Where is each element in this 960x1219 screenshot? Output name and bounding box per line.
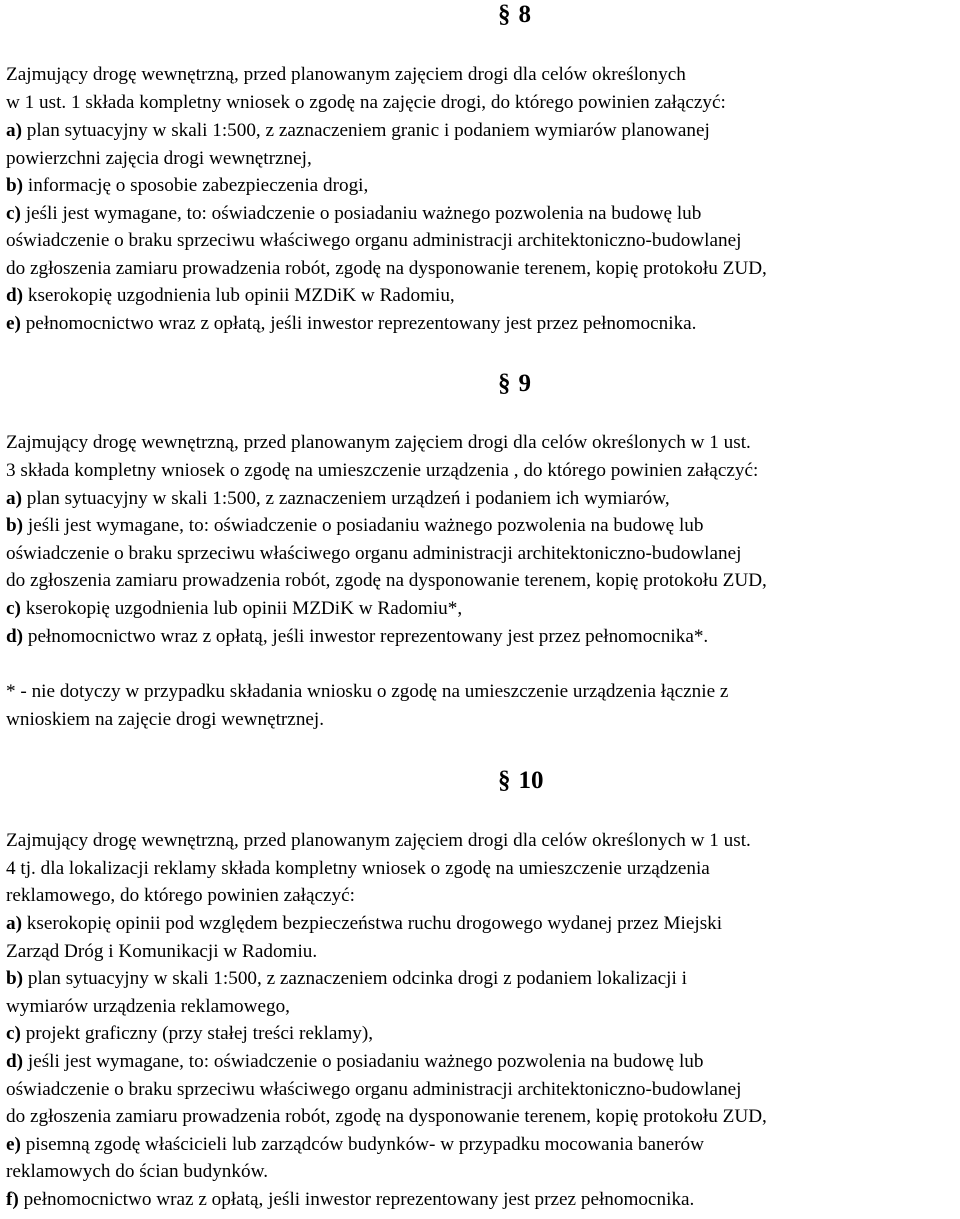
- list-label: c): [6, 598, 21, 619]
- paragraph-line: [6, 544, 741, 563]
- line-text: informację o sposobie zabezpieczenia drogi,: [23, 175, 369, 196]
- paragraph-line: [6, 93, 726, 112]
- line-text: plan sytuacyjny w skali 1:500, z zaznaczeniem odcinka drogi z podaniem lokalizacji i: [23, 968, 687, 989]
- list-item-line: [6, 969, 687, 988]
- paragraph-line: [6, 1107, 767, 1126]
- line-text: oświadczenie o braku sprzeciwu właściwego organu administracji architektoniczno-budowlanej: [6, 1079, 742, 1100]
- line-text: 4 tj. dla lokalizacji reklamy składa kompletny wniosek o zgodę na umieszczenie urządzenia: [6, 858, 710, 879]
- list-label: d): [6, 626, 24, 647]
- section-number: 9: [518, 370, 531, 397]
- list-item-line: [6, 599, 462, 618]
- list-label: b): [6, 515, 24, 536]
- line-text: do zgłoszenia zamiaru prowadzenia robót, zgodę na dysponowanie terenem, kopię protokołu ZUD,: [6, 1106, 767, 1127]
- list-item-line: [6, 314, 696, 333]
- paragraph-line: [6, 942, 317, 961]
- section-sign: §: [498, 370, 511, 397]
- section-heading: [498, 371, 531, 396]
- paragraph-line: [6, 997, 290, 1016]
- paragraph-line: [6, 1080, 741, 1099]
- line-text: jeśli jest wymagane, to: oświadczenie o posiadaniu ważnego pozwolenia na budowę lub: [20, 203, 702, 224]
- list-label: d): [6, 1051, 24, 1072]
- line-text: reklamowych do ścian budynków.: [6, 1161, 268, 1182]
- line-text: pełnomocnictwo wraz z opłatą, jeśli inwestor reprezentowany jest przez pełnomocnika*.: [23, 626, 709, 647]
- line-text: powierzchni zajęcia drogi wewnętrznej,: [6, 148, 312, 169]
- line-text: wnioskiem na zajęcie drogi wewnętrznej.: [6, 709, 325, 730]
- list-item-line: [6, 914, 722, 933]
- list-label: a): [6, 120, 22, 141]
- section-sign: §: [498, 1, 511, 28]
- section-number: 8: [518, 1, 531, 28]
- paragraph-line: [6, 1162, 268, 1181]
- line-text: * - nie dotyczy w przypadku składania wniosku o zgodę na umieszczenie urządzenia łącznie z: [6, 681, 729, 702]
- paragraph-line: [6, 231, 741, 250]
- line-text: kserokopię uzgodnienia lub opinii MZDiK w Radomiu*,: [20, 598, 463, 619]
- list-label: e): [6, 1134, 21, 1155]
- line-text: Zajmujący drogę wewnętrzną, przed planowanym zajęciem drogi dla celów określonych w 1 ust.: [6, 432, 751, 453]
- line-text: pisemną zgodę właścicieli lub zarządców budynków- w przypadku mocowania banerów: [20, 1134, 704, 1155]
- list-label: c): [6, 1023, 21, 1044]
- line-text: kserokopię uzgodnienia lub opinii MZDiK w Radomiu,: [23, 285, 455, 306]
- list-label: c): [6, 203, 21, 224]
- list-item-line: [6, 1135, 704, 1154]
- list-label: b): [6, 175, 24, 196]
- list-item-line: [6, 176, 368, 195]
- line-text: Zajmujący drogę wewnętrzną, przed planowanym zajęciem drogi dla celów określonych: [6, 64, 686, 85]
- section-heading: [498, 2, 531, 27]
- line-text: wymiarów urządzenia reklamowego,: [6, 996, 290, 1017]
- line-text: plan sytuacyjny w skali 1:500, z zaznaczeniem granic i podaniem wymiarów planowanej: [21, 120, 710, 141]
- section-number: 10: [518, 767, 544, 794]
- line-text: plan sytuacyjny w skali 1:500, z zaznaczeniem urządzeń i podaniem ich wymiarów,: [21, 488, 670, 509]
- list-item-line: [6, 516, 704, 535]
- list-item-line: [6, 1190, 694, 1209]
- list-label: a): [6, 913, 22, 934]
- paragraph-line: [6, 571, 767, 590]
- line-text: do zgłoszenia zamiaru prowadzenia robót, zgodę na dysponowanie terenem, kopię protokołu ZUD,: [6, 258, 767, 279]
- line-text: jeśli jest wymagane, to: oświadczenie o posiadaniu ważnego pozwolenia na budowę lub: [23, 1051, 704, 1072]
- list-label: e): [6, 313, 21, 334]
- line-text: pełnomocnictwo wraz z opłatą, jeśli inwestor reprezentowany jest przez pełnomocnika.: [18, 1189, 695, 1210]
- footnote-line: [6, 682, 728, 701]
- list-item-line: [6, 1052, 704, 1071]
- line-text: projekt graficzny (przy stałej treści reklamy),: [20, 1023, 374, 1044]
- line-text: 3 składa kompletny wniosek o zgodę na umieszczenie urządzenia , do którego powinien załączyć:: [6, 460, 759, 481]
- line-text: w 1 ust. 1 składa kompletny wniosek o zgodę na zajęcie drogi, do którego powinien załączyć:: [6, 92, 726, 113]
- list-label: d): [6, 285, 24, 306]
- list-item-line: [6, 1024, 373, 1043]
- list-item-line: [6, 489, 670, 508]
- paragraph-line: [6, 433, 751, 452]
- list-label: f): [6, 1189, 19, 1210]
- line-text: kserokopię opinii pod względem bezpieczeństwa ruchu drogowego wydanej przez Miejski: [21, 913, 723, 934]
- line-text: pełnomocnictwo wraz z opłatą, jeśli inwestor reprezentowany jest przez pełnomocnika.: [20, 313, 697, 334]
- list-item-line: [6, 627, 708, 646]
- paragraph-line: [6, 886, 355, 905]
- section-sign: §: [498, 767, 511, 794]
- list-label: b): [6, 968, 24, 989]
- section-heading: [498, 768, 544, 793]
- footnote-line: [6, 710, 324, 729]
- line-text: jeśli jest wymagane, to: oświadczenie o posiadaniu ważnego pozwolenia na budowę lub: [23, 515, 704, 536]
- list-item-line: [6, 286, 455, 305]
- paragraph-line: [6, 259, 767, 278]
- list-item-line: [6, 121, 710, 140]
- line-text: oświadczenie o braku sprzeciwu właściwego organu administracji architektoniczno-budowlanej: [6, 543, 742, 564]
- paragraph-line: [6, 859, 710, 878]
- line-text: Zajmujący drogę wewnętrzną, przed planowanym zajęciem drogi dla celów określonych w 1 ust.: [6, 830, 751, 851]
- list-item-line: [6, 204, 701, 223]
- line-text: Zarząd Dróg i Komunikacji w Radomiu.: [6, 941, 318, 962]
- paragraph-line: [6, 831, 751, 850]
- paragraph-line: [6, 149, 312, 168]
- line-text: reklamowego, do którego powinien załączyć:: [6, 885, 355, 906]
- line-text: do zgłoszenia zamiaru prowadzenia robót, zgodę na dysponowanie terenem, kopię protokołu ZUD,: [6, 570, 767, 591]
- paragraph-line: [6, 65, 686, 84]
- paragraph-line: [6, 461, 758, 480]
- list-label: a): [6, 488, 22, 509]
- line-text: oświadczenie o braku sprzeciwu właściwego organu administracji architektoniczno-budowlanej: [6, 230, 742, 251]
